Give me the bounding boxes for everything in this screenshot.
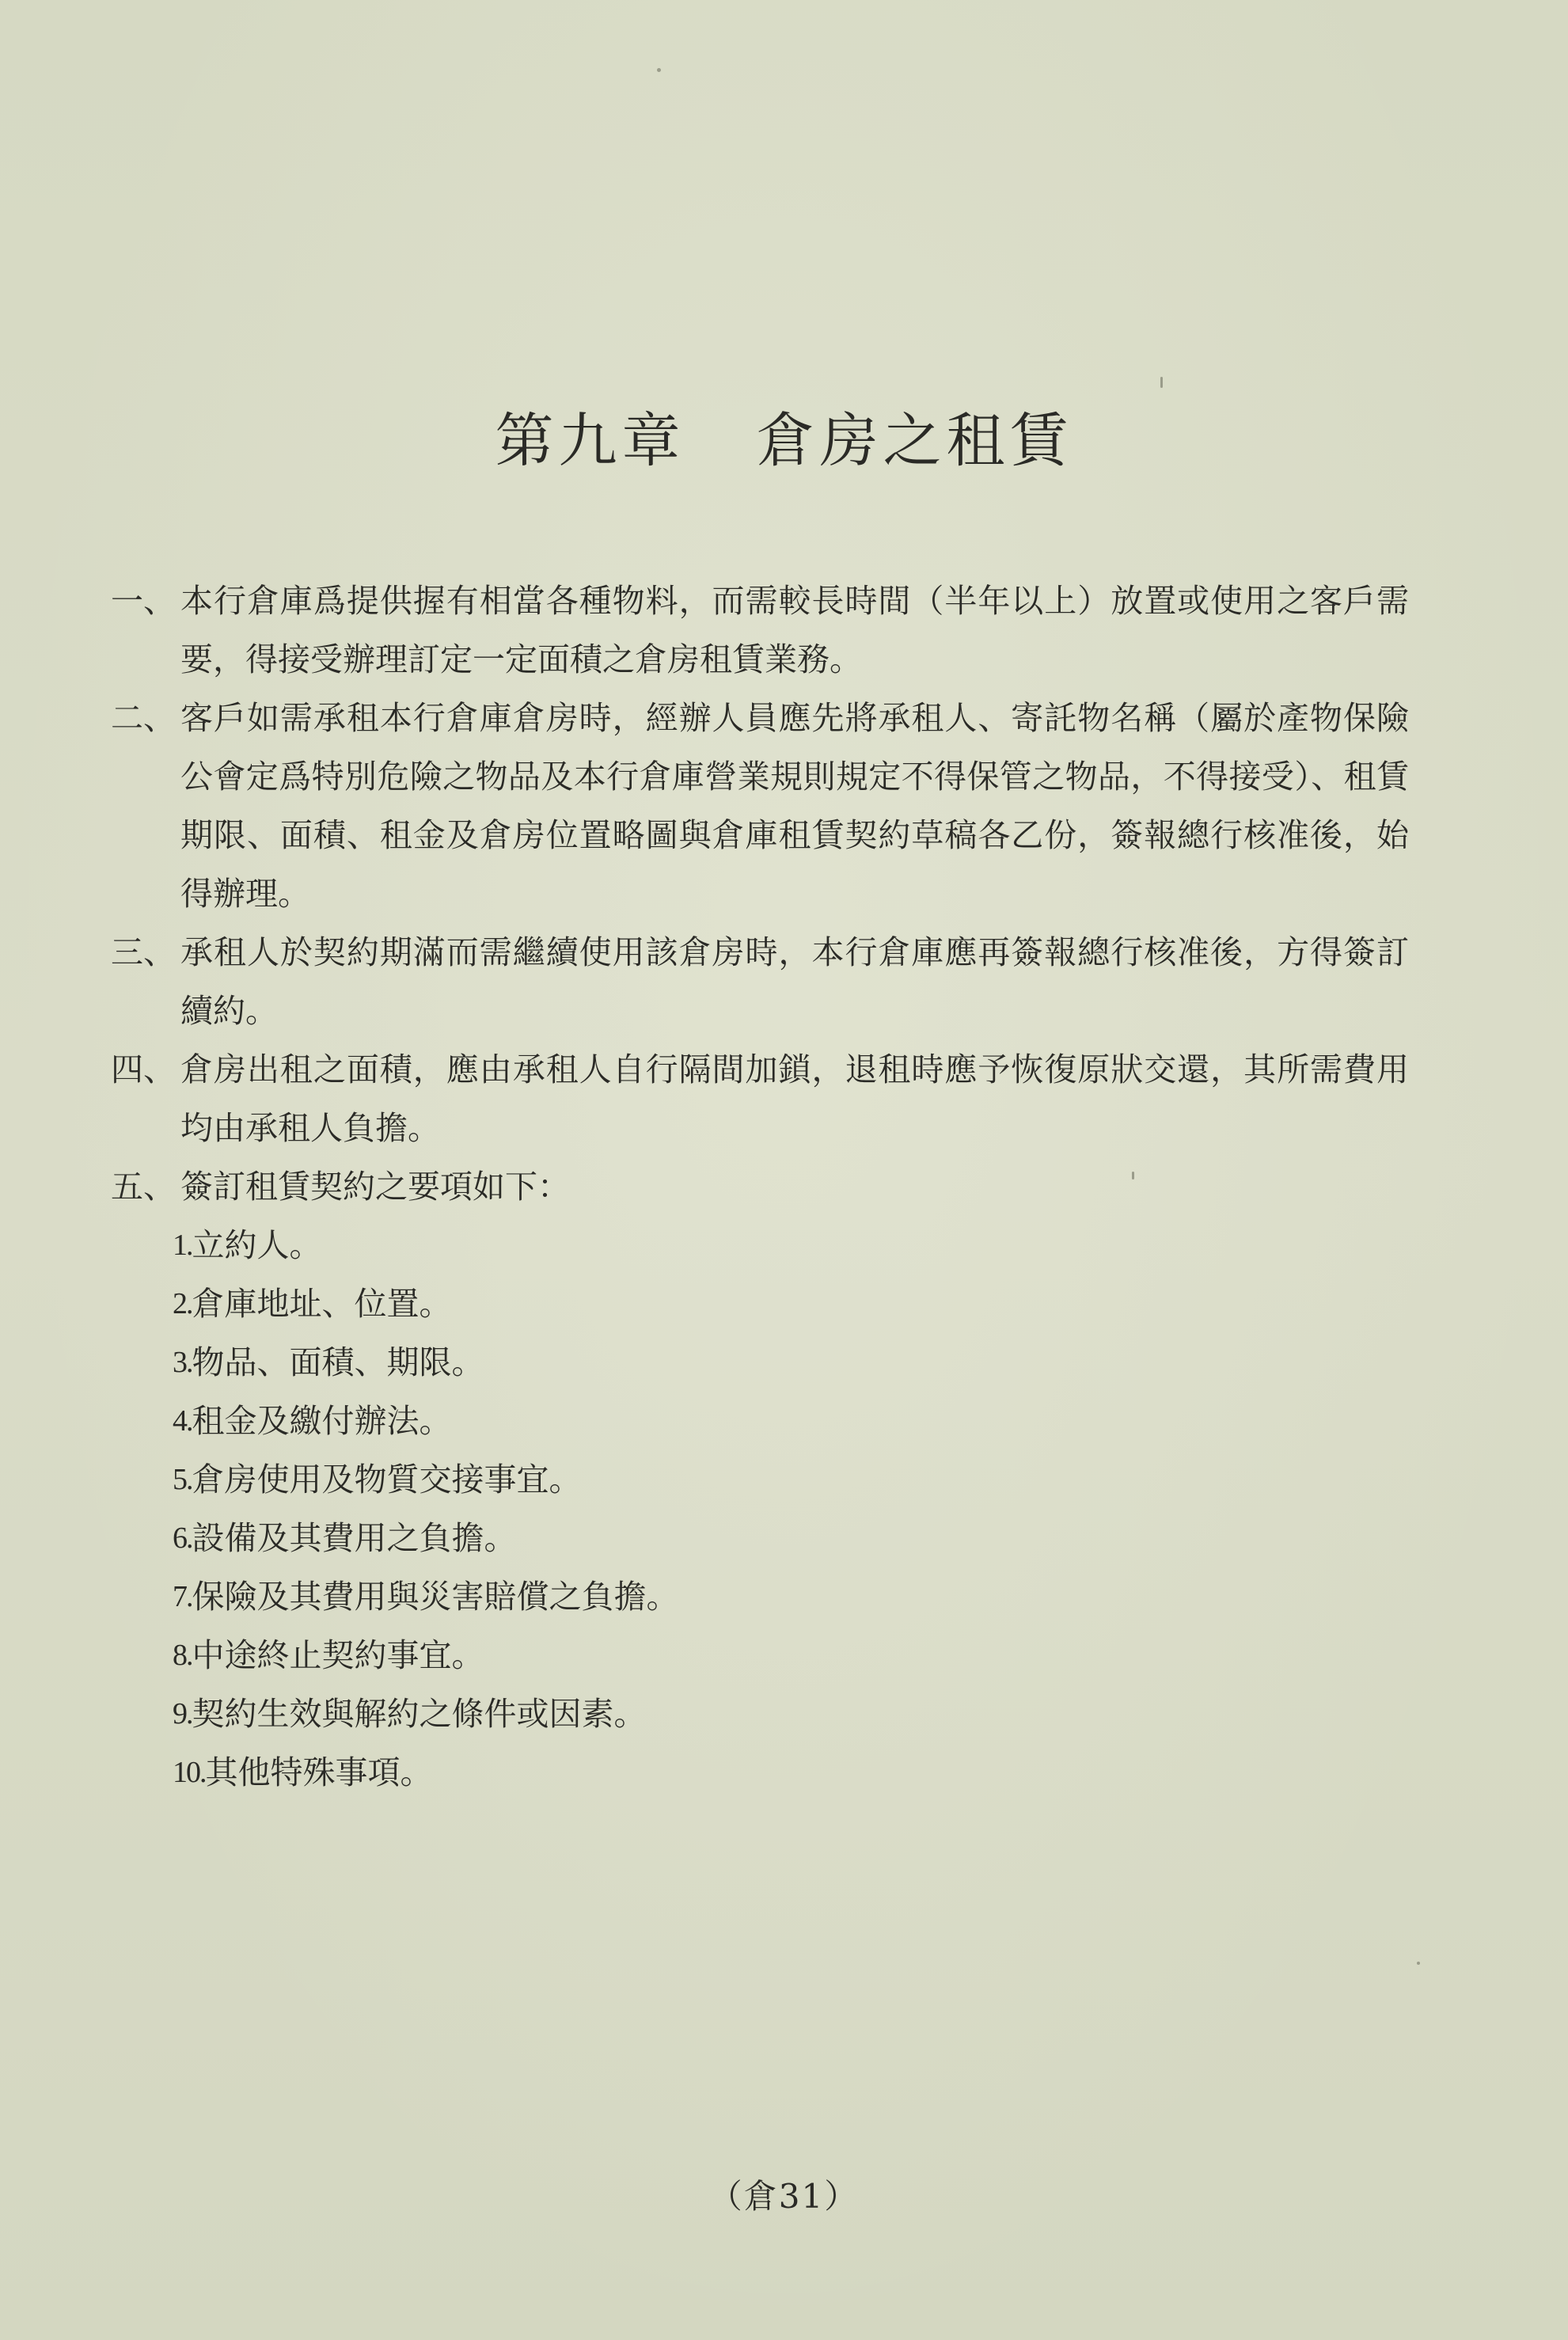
item-text: 承租人於契約期滿而需繼續使用該倉房時，本行倉庫應再簽報總行核准後，方得簽訂續約。 <box>180 933 1409 1030</box>
sub-item-number: 1. <box>173 1229 192 1262</box>
sub-item-number: 10. <box>173 1756 206 1789</box>
sub-list-item <box>173 1216 1409 1274</box>
sub-item-text: 中途終止契約事宜。 <box>192 1636 484 1674</box>
chapter-number: 第九章 <box>495 407 685 475</box>
sub-item-text: 倉房使用及物質交接事宜。 <box>192 1461 582 1499</box>
regulation-list <box>111 572 1409 1802</box>
sub-list-item <box>173 1450 1409 1509</box>
sub-item-text: 保險及其費用與災害賠償之負擔。 <box>192 1578 679 1616</box>
sub-item-number: 7. <box>173 1580 192 1613</box>
sub-item-text: 設備及其費用之負擔。 <box>192 1519 517 1557</box>
sub-list-item <box>173 1567 1409 1626</box>
sub-item-number: 9. <box>173 1697 192 1730</box>
item-marker: 四、 <box>111 1050 176 1088</box>
list-item <box>111 1040 1409 1157</box>
paper-speck <box>1417 1962 1420 1965</box>
item-text: 客戶如需承租本行倉庫倉房時，經辦人員應先將承租人、寄託物名稱（屬於產物保險公會定爲特別危險之物品及本行倉庫營業規則規定不得保管之物品，不得接受）、租賃期限、面積、租金及倉房位置略圖與倉庫租賃契約草稿各乙份，簽報總行核准後，始得辦理。 <box>180 699 1409 913</box>
list-item <box>111 1157 1409 1216</box>
sub-item-text: 倉庫地址、位置。 <box>192 1285 452 1323</box>
item-marker: 五、 <box>111 1168 176 1206</box>
sub-item-number: 2. <box>173 1287 192 1320</box>
sub-item-number: 8. <box>173 1639 192 1672</box>
sub-list-item <box>173 1685 1409 1743</box>
list-item <box>111 572 1409 689</box>
sub-item-number: 4. <box>173 1404 192 1438</box>
sub-item-text: 契約生效與解約之條件或因素。 <box>192 1695 647 1733</box>
item-text: 簽訂租賃契約之要項如下： <box>180 1168 570 1206</box>
page-number: （倉31） <box>708 2177 860 2216</box>
sub-list-item <box>173 1333 1409 1392</box>
sub-item-text: 租金及繳付辦法。 <box>192 1402 452 1440</box>
sub-item-number: 3. <box>173 1346 192 1379</box>
item-marker: 一、 <box>111 582 176 620</box>
list-item <box>111 689 1409 923</box>
sub-list-item <box>173 1626 1409 1685</box>
item-marker: 二、 <box>111 699 176 737</box>
item-text: 本行倉庫爲提供握有相當各種物料，而需較長時間（半年以上）放置或使用之客戶需要，得接受辦理訂定一定面積之倉房租賃業務。 <box>180 582 1409 678</box>
sub-item-text: 物品、面積、期限。 <box>192 1343 484 1381</box>
paper-speck <box>1160 377 1163 388</box>
item-marker: 三、 <box>111 933 176 971</box>
sub-item-number: 6. <box>173 1521 192 1555</box>
chapter-name: 倉房之租賃 <box>756 407 1073 475</box>
sub-item-text: 立約人。 <box>192 1226 322 1264</box>
list-item <box>111 923 1409 1040</box>
sub-list-item <box>173 1274 1409 1333</box>
sub-item-text: 其他特殊事項。 <box>205 1753 433 1791</box>
sub-item-number: 5. <box>173 1463 192 1496</box>
sub-list-item <box>173 1743 1409 1802</box>
chapter-title <box>0 394 1568 478</box>
item-text: 倉房出租之面積，應由承租人自行隔間加鎖，退租時應予恢復原狀交還，其所需費用均由承租人負擔。 <box>180 1050 1409 1147</box>
contract-terms-list <box>173 1216 1409 1802</box>
paper-speck <box>657 68 661 72</box>
sub-list-item <box>173 1509 1409 1567</box>
sub-list-item <box>173 1392 1409 1450</box>
